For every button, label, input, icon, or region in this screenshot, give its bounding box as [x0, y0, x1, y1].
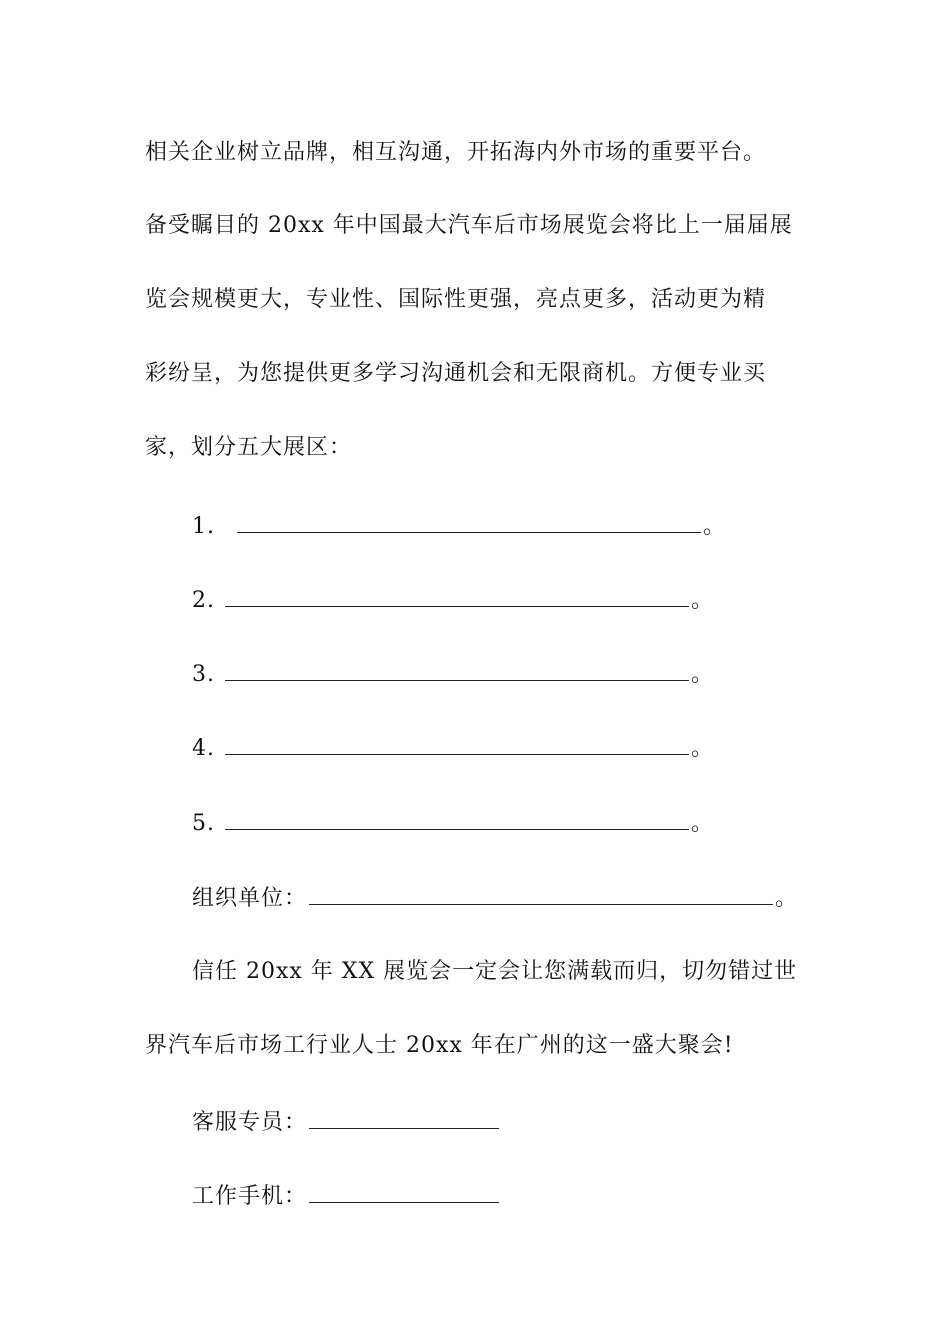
zone-end: 。: [691, 588, 715, 613]
paragraph-line-3: 览会规模更大，专业性、国际性更强，亮点更多，活动更为精: [145, 287, 767, 312]
zone-end: 。: [691, 662, 715, 687]
zone-number: 5.: [192, 811, 215, 836]
zone-end: 。: [691, 736, 715, 761]
service-label: 客服专员：: [192, 1110, 308, 1135]
phone-contact-line: [192, 1176, 872, 1216]
zone-number: 2.: [192, 588, 215, 613]
zone-item-5: [192, 803, 872, 843]
zone-blank-1: [237, 506, 701, 533]
paragraph-line-4: 彩纷呈，为您提供更多学习沟通机会和无限商机。方便专业买: [145, 361, 767, 386]
organizer-end: 。: [775, 886, 799, 911]
zone-item-3: [192, 654, 872, 694]
closing-line-2: 界汽车后市场工行业人士 20xx 年在广州的这一盛大聚会!: [145, 1033, 734, 1058]
closing-line-1: 信任 20xx 年 XX 展览会一定会让您满载而归，切勿错过世: [192, 959, 798, 984]
zone-blank-2: [225, 580, 689, 607]
zone-item-1: [192, 506, 872, 546]
zone-item-4: [192, 728, 872, 768]
zone-blank-4: [225, 728, 689, 755]
service-contact-line: [192, 1102, 872, 1142]
zone-blank-5: [225, 803, 689, 830]
zone-end: 。: [703, 514, 727, 539]
zone-item-2: [192, 580, 872, 620]
organizer-label: 组织单位：: [192, 886, 308, 911]
phone-blank: [309, 1176, 499, 1203]
zone-end: 。: [691, 811, 715, 836]
zone-number: 1.: [192, 514, 215, 539]
organizer-blank: [309, 878, 773, 905]
paragraph-line-5: 家，划分五大展区：: [145, 435, 353, 460]
service-blank: [309, 1102, 499, 1129]
paragraph-line-1: 相关企业树立品牌，相互沟通，开拓海内外市场的重要平台。: [145, 140, 767, 165]
paragraph-line-2: 备受瞩目的 20xx 年中国最大汽车后市场展览会将比上一届届展: [145, 213, 793, 238]
phone-label: 工作手机：: [192, 1184, 308, 1209]
zone-blank-3: [225, 654, 689, 681]
zone-number: 3.: [192, 662, 215, 687]
zone-number: 4.: [192, 736, 215, 761]
organizer-line: [192, 878, 872, 918]
